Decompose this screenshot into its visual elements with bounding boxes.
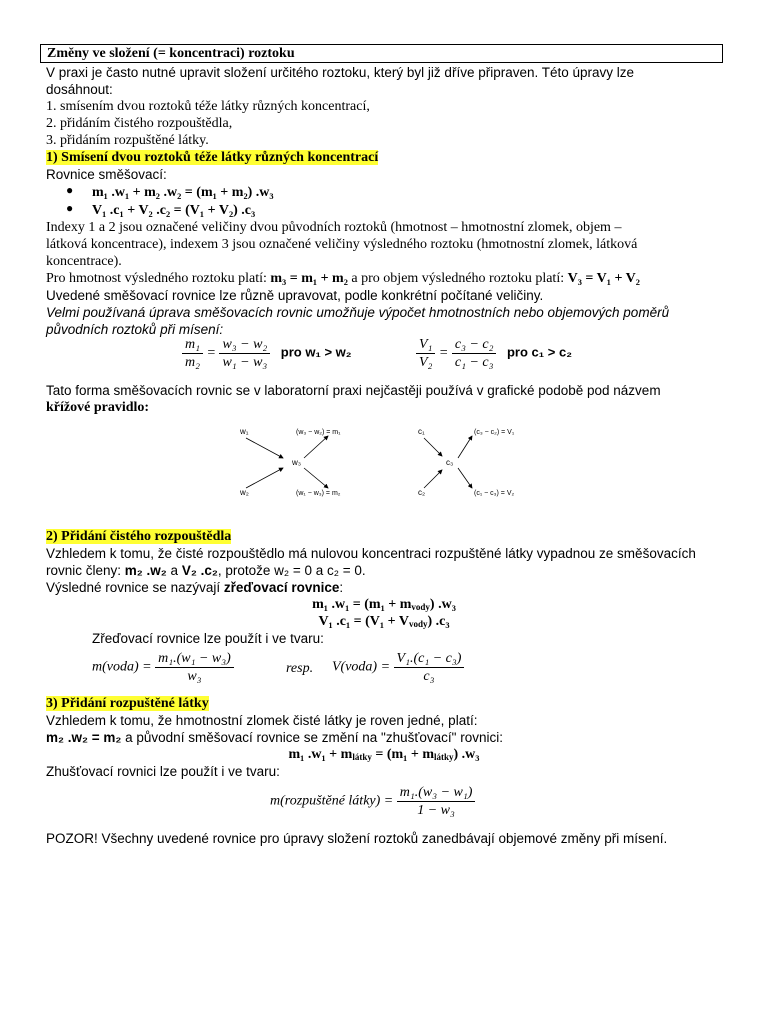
velmi-line: Velmi používaná úprava směšovacích rovnic umožňuje výpočet hmotnostních nebo objemových poměrů (46, 305, 670, 320)
text: V₁ .c₁ = (V₁ + V (318, 614, 409, 629)
cross-bl: c₂ (418, 488, 426, 497)
subscript: látky (433, 752, 454, 762)
intro-item: 2. přidáním čistého rozpouštědla, (46, 116, 233, 131)
text: a pro objem výsledného roztoku platí: (347, 271, 568, 286)
section3-line: Vzhledem k tomu, že hmotnostní zlomek čisté látky je roven jedné, platí: (46, 713, 478, 728)
arrow (458, 468, 472, 488)
krizove-label: křížové pravidlo: (46, 400, 150, 415)
frac-den: c₃ (423, 669, 435, 684)
page-title: Změny ve složení (= koncentraci) roztoku (40, 44, 723, 63)
arrow (424, 438, 442, 456)
section-heading-1: 1) Smísení dvou roztoků téže látky různých koncentrací (46, 150, 379, 165)
section-heading-2: 2) Přidání čistého rozpouštědla (46, 529, 232, 544)
frac-den: w₃ (187, 669, 202, 684)
tato-line: Tato forma směšovacích rovnic se v laboratorní praxi nejčastěji používá v grafické podobě pod názvem (46, 383, 661, 398)
arrow (304, 436, 328, 458)
frac-num: V₁.(c₁ − c₃) (394, 650, 465, 668)
mixing-equation: m₁ .w₁ + m₂ .w₂ = (m₁ + m₂) .w₃ (92, 185, 274, 200)
text: a (166, 563, 182, 578)
frac-den: 1 − w₃ (417, 803, 455, 818)
indexy-line: látková koncentrace), indexem 3 jsou označené veličiny výsledného roztoku (hmotnostní zlomek, látková (46, 237, 638, 252)
frac-num: c₃ − c₂ (452, 336, 497, 354)
arrow (304, 468, 328, 488)
frac-num: V₁ (416, 336, 435, 354)
section3-line (46, 729, 503, 746)
section2-line (46, 579, 343, 596)
text: : (339, 580, 344, 595)
arrow (424, 470, 442, 488)
subscript: vody (411, 602, 430, 612)
cross-rule-diagram-mass (228, 420, 368, 500)
text: Pro hmotnost výsledného roztoku platí: (46, 271, 271, 286)
water-volume-formula (332, 650, 464, 685)
arrow (246, 468, 283, 488)
term: V₂ .c₂ (181, 563, 218, 578)
condition-text: pro w₁ > w₂ (280, 344, 352, 360)
dilution-equation (0, 613, 768, 630)
indexy-line: Indexy 1 a 2 jsou označené veličiny dvou původních roztoků (hmotnost – hmotnostní zlomek, objem – (46, 220, 622, 235)
text: ) .c₃ (427, 614, 450, 629)
volume-equation: V₃ = V₁ + V₂ (567, 271, 640, 286)
frac-den: c₁ − c₃ (454, 355, 494, 370)
cross-tr: (w₃ − w₂) = m₁ (296, 429, 341, 436)
cross-tr: (c₃ − c₂) = V₁ (474, 429, 515, 436)
text: m₁ .w₁ = (m₁ + m (312, 597, 412, 612)
text: V(voda) = (332, 659, 391, 675)
text: a původní směšovací rovnice se změní na "zhušťovací" rovnici: (121, 730, 503, 745)
frac-den: w₁ − w₃ (222, 355, 268, 370)
dilution-equation (0, 596, 768, 613)
tvar-line: Zřeďovací rovnice lze použít i ve tvaru: (92, 631, 324, 646)
section2-line (46, 562, 366, 579)
ratio-formula-volume: $\frac{\text{V₁}}{\text{V₂}}$ = $\frac{\text{c₃ − c₂}}{\text{c₁ − c₃}}$ pro c₁ > c₂ (416, 336, 572, 371)
text: m(rozpuštěné látky) = (270, 793, 394, 809)
frac-num: m₁.(w₃ − w₁) (397, 784, 476, 802)
resp-label: resp. (286, 661, 314, 676)
arrow (458, 436, 472, 458)
text: m(voda) = (92, 659, 152, 675)
volume-mass-line (46, 270, 640, 287)
intro-item: 1. smísením dvou roztoků téže látky různých koncentrací, (46, 99, 370, 114)
mixing-equation: V₁ .c₁ + V₂ .c₂ = (V₁ + V₂) .c₃ (92, 203, 256, 218)
cross-bl: w₂ (240, 488, 249, 497)
cross-br: (c₁ − c₃) = V₂ (474, 490, 515, 497)
mass-equation: m₃ = m₁ + m₂ (270, 271, 348, 286)
subscript: vody (408, 619, 428, 629)
concentration-equation (0, 746, 768, 763)
intro-item: 3. přidáním rozpuštěné látky. (46, 133, 209, 148)
cross-tl: c₁ (418, 427, 425, 436)
solute-formula (270, 784, 475, 819)
condition-text: pro c₁ > c₂ (506, 344, 572, 360)
pozor-note: POZOR! Všechny uvedené rovnice pro úpravy složení roztoků zanedbávají objemové změny při mísení. (46, 831, 668, 846)
water-formula (92, 650, 234, 685)
frac-den: V₂ (419, 355, 433, 370)
uvedene-line: Uvedené směšovací rovnice lze různě upravovat, podle konkrétní počítané veličiny. (46, 288, 544, 303)
cross-br: (w₁ − w₃) = m₂ (296, 490, 341, 497)
frac-num: m₁.(w₁ − w₃) (155, 650, 234, 668)
text: ) .w₃ (429, 597, 456, 612)
subscript: látky (352, 752, 372, 762)
bullet-icon: ● (66, 183, 74, 197)
term: m₂ .w₂ (124, 563, 167, 578)
term: m₂ .w₂ = m₂ (46, 730, 122, 745)
rovnice-label: Rovnice směšovací: (46, 167, 167, 182)
section3-tvar: Zhušťovací rovnici lze použít i ve tvaru: (46, 764, 280, 779)
section2-line: Vzhledem k tomu, že čisté rozpouštědlo má nulovou koncentraci rozpuštěné látky vypadnou ze směšovacích (46, 546, 696, 561)
ratio-formula-mass: $\frac{\text{m₁}}{\text{m₂}}$ = $\frac{\text{w₃ − w₂}}{\text{w₁ − w₃}}$ pro w₁ > w₂ (182, 336, 352, 371)
velmi-line: původních roztoků při mísení: (46, 322, 224, 337)
bullet-icon: ● (66, 201, 74, 215)
cross-rule-diagram-volume (406, 420, 546, 500)
frac-den: m₂ (185, 355, 200, 370)
text: ) .w₃ (453, 747, 480, 762)
term: zřeďovací rovnice (223, 580, 340, 595)
text: Výsledné rovnice se nazývají (46, 580, 224, 595)
text: = (m₁ + m (371, 747, 434, 762)
cross-tl: w₁ (240, 427, 249, 436)
text: , protože w₂ = 0 a c₂ = 0. (217, 563, 366, 578)
text: rovnic členy: (46, 563, 125, 578)
section-heading-3: 3) Přidání rozpuštěné látky (46, 696, 209, 711)
intro-line: V praxi je často nutné upravit složení určitého roztoku, který byl již dříve připraven. Této úpravy lze (46, 65, 635, 80)
intro-line: dosáhnout: (46, 82, 113, 97)
text: m₁ .w₁ + m (288, 747, 353, 762)
arrow (246, 438, 283, 458)
indexy-line: koncentrace). (46, 254, 122, 269)
cross-center: w₃ (292, 458, 302, 467)
cross-center: c₃ (446, 458, 454, 467)
frac-num: w₃ − w₂ (219, 336, 270, 354)
frac-num: m₁ (182, 336, 203, 354)
